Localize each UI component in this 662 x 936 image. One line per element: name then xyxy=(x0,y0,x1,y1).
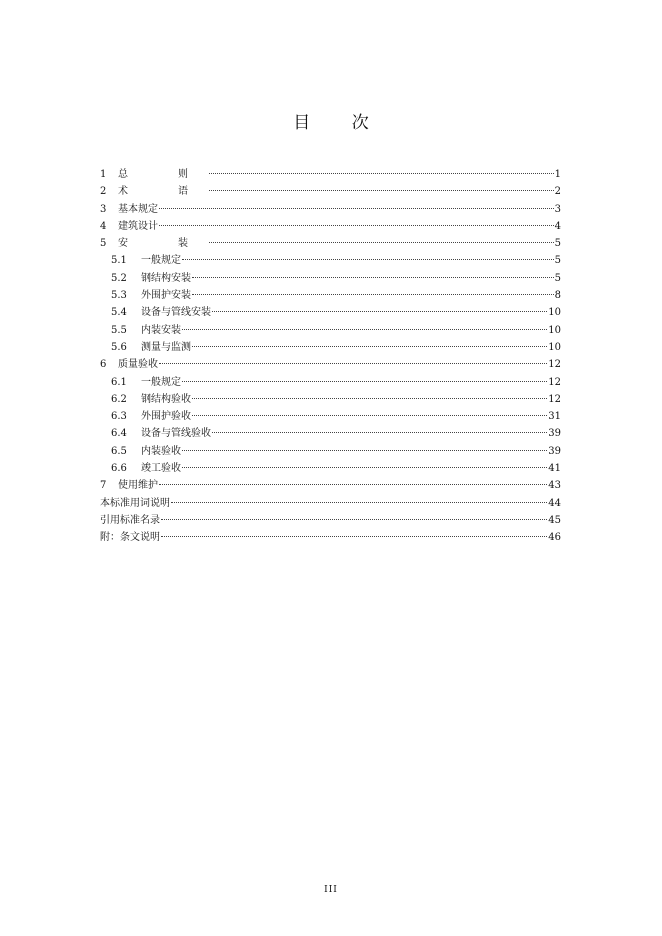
toc-leader-dots xyxy=(192,346,547,347)
toc-entry[interactable] xyxy=(100,287,561,304)
toc-leader-dots xyxy=(209,190,554,191)
toc-leader-dots xyxy=(159,225,554,226)
toc-entry-number: 7 xyxy=(100,480,107,492)
toc-entry-page: 2 xyxy=(554,186,561,198)
toc-entry-number: 5.4 xyxy=(111,307,127,319)
toc-entry-title: 建筑设计 xyxy=(118,220,158,232)
toc-entry-title: 总 则 xyxy=(118,169,208,180)
toc-leader-dots xyxy=(182,450,547,451)
toc-entry-title: 使用维护 xyxy=(118,480,158,492)
toc-entry[interactable] xyxy=(100,391,561,408)
toc-entry[interactable] xyxy=(100,183,561,200)
toc-entry-number: 5.6 xyxy=(111,341,127,353)
toc-entry[interactable] xyxy=(100,304,561,321)
toc-entry-page: 39 xyxy=(548,428,561,440)
toc-entry-number: 6.3 xyxy=(111,411,127,423)
toc-entry[interactable] xyxy=(100,495,561,512)
page-title: 目 次 xyxy=(293,113,387,133)
toc-entry-number: 6.1 xyxy=(111,376,127,388)
toc-entry-page: 10 xyxy=(548,307,561,319)
toc-entry-title: 基本规定 xyxy=(118,203,158,215)
toc-entry-page: 44 xyxy=(548,497,561,509)
toc-entry-page: 45 xyxy=(548,514,561,526)
toc-leader-dots xyxy=(212,311,547,312)
toc-leader-dots xyxy=(159,363,547,364)
toc-entry-number: 5.2 xyxy=(111,272,127,284)
toc-entry[interactable] xyxy=(100,235,561,252)
toc-entry-number: 5.1 xyxy=(111,255,127,267)
toc-leader-dots xyxy=(161,536,547,537)
toc-entry[interactable] xyxy=(100,529,561,546)
toc-leader-dots xyxy=(212,432,547,433)
toc-entry-title: 内装验收 xyxy=(141,445,181,457)
toc-entry-number: 3 xyxy=(100,203,107,215)
toc-entry[interactable] xyxy=(100,477,561,494)
toc-entry-number: 6.2 xyxy=(111,393,127,405)
toc-entry-page: 10 xyxy=(548,341,561,353)
toc-entry-title: 附：条文说明 xyxy=(100,532,160,544)
toc-entry-page: 8 xyxy=(554,290,561,302)
toc-leader-dots xyxy=(159,484,547,485)
toc-entry-title: 测量与监测 xyxy=(141,341,191,353)
toc-entry-title: 设备与管线验收 xyxy=(141,428,211,440)
toc-entry-page: 5 xyxy=(554,272,561,284)
toc-entry-number: 6.4 xyxy=(111,428,127,440)
toc-leader-dots xyxy=(182,381,547,382)
toc-entry[interactable] xyxy=(100,252,561,269)
toc-entry-number: 1 xyxy=(100,169,107,180)
toc-leader-dots xyxy=(159,208,554,209)
toc-leader-dots xyxy=(182,467,547,468)
toc-entry-page: 41 xyxy=(548,463,561,475)
toc-entry-number: 5.5 xyxy=(111,324,127,336)
toc-leader-dots xyxy=(209,242,554,243)
toc-entry-title: 一般规定 xyxy=(141,255,181,267)
toc-leader-dots xyxy=(182,329,547,330)
toc-entry-page: 1 xyxy=(554,169,561,180)
toc-entry-page: 4 xyxy=(554,220,561,232)
toc-entry[interactable] xyxy=(100,166,561,183)
toc-entry[interactable] xyxy=(100,201,561,218)
toc-entry-page: 12 xyxy=(548,393,561,405)
toc-leader-dots xyxy=(209,173,554,174)
toc-entry-title: 安 装 xyxy=(118,238,208,250)
toc-entry-page: 5 xyxy=(554,238,561,250)
toc-entry[interactable] xyxy=(100,339,561,356)
toc-entry[interactable] xyxy=(100,356,561,373)
toc-entry-title: 内装安装 xyxy=(141,324,181,336)
toc-leader-dots xyxy=(192,415,547,416)
toc-entry-title: 钢结构安装 xyxy=(141,272,191,284)
toc-entry-page: 5 xyxy=(554,255,561,267)
toc-entry-title: 设备与管线安装 xyxy=(141,307,211,319)
toc-entry-page: 12 xyxy=(548,359,561,371)
toc-leader-dots xyxy=(161,519,547,520)
toc-entry-title: 钢结构验收 xyxy=(141,393,191,405)
toc-entry-number: 6 xyxy=(100,359,107,371)
toc-entry-title: 术 语 xyxy=(118,186,208,198)
toc-entry[interactable] xyxy=(100,408,561,425)
toc-leader-dots xyxy=(171,502,547,503)
toc-leader-dots xyxy=(192,294,554,295)
toc-entry-number: 5 xyxy=(100,238,107,250)
toc-entry[interactable] xyxy=(100,425,561,442)
toc-entry-page: 39 xyxy=(548,445,561,457)
toc-leader-dots xyxy=(192,398,547,399)
toc-entry-number: 5.3 xyxy=(111,290,127,302)
toc-entry-page: 43 xyxy=(548,480,561,492)
toc-entry-title: 外围护安装 xyxy=(141,290,191,302)
toc-entry[interactable] xyxy=(100,374,561,391)
toc-entry-number: 6.5 xyxy=(111,445,127,457)
page-number: III xyxy=(324,885,338,895)
toc-entry-title: 一般规定 xyxy=(141,376,181,388)
toc-entry[interactable] xyxy=(100,322,561,339)
toc-entry-title: 本标准用词说明 xyxy=(100,497,170,509)
toc-entry[interactable] xyxy=(100,218,561,235)
toc-entry-number: 4 xyxy=(100,220,107,232)
toc-entry[interactable] xyxy=(100,460,561,477)
toc-entry[interactable] xyxy=(100,443,561,460)
toc-entry-page: 10 xyxy=(548,324,561,336)
toc-entry-number: 2 xyxy=(100,186,107,198)
toc-entry-page: 12 xyxy=(548,376,561,388)
toc-entry-page: 46 xyxy=(548,532,561,544)
toc-entry-title: 引用标准名录 xyxy=(100,514,160,526)
toc-entry-title: 质量验收 xyxy=(118,359,158,371)
toc-leader-dots xyxy=(192,277,554,278)
toc-entry-number: 6.6 xyxy=(111,463,127,475)
toc-entry-title: 竣工验收 xyxy=(141,463,181,475)
toc-entry-title: 外围护验收 xyxy=(141,411,191,423)
toc-entry-page: 3 xyxy=(554,203,561,215)
toc-entry[interactable] xyxy=(100,270,561,287)
toc-entry[interactable] xyxy=(100,512,561,529)
toc-entry-page: 31 xyxy=(548,411,561,423)
table-of-contents xyxy=(100,166,561,547)
toc-leader-dots xyxy=(182,259,554,260)
